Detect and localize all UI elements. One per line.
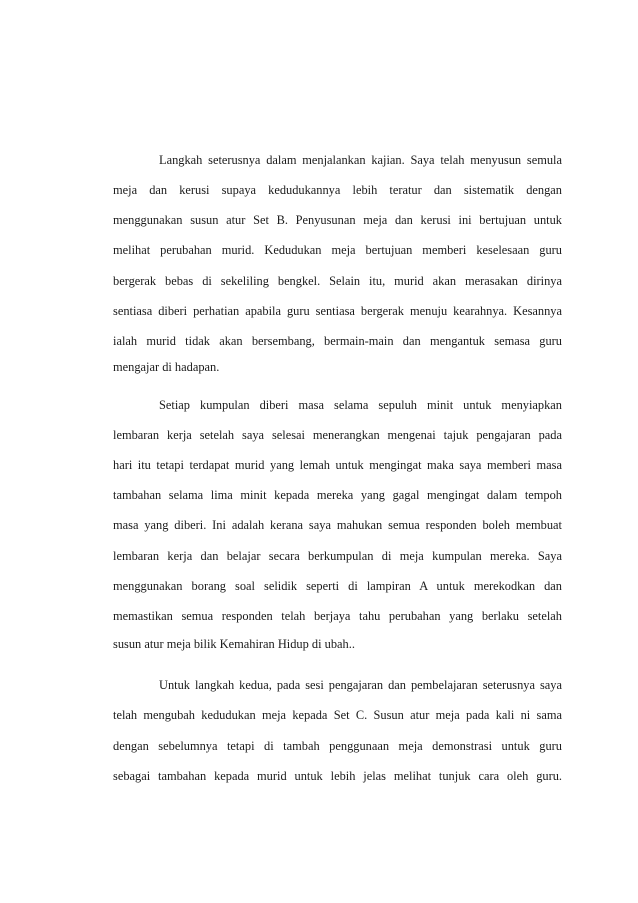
paragraph-line: tambahan selama lima minit kepada mereka yang gagal mengingat dalam tempoh [113, 488, 562, 502]
paragraph-line: dengan sebelumnya tetapi di tambah penggunaan meja demonstrasi untuk guru [113, 739, 562, 753]
paragraph-line: susun atur meja bilik Kemahiran Hidup di ubah.. [113, 637, 355, 651]
paragraph-line: meja dan kerusi supaya kedudukannya lebih teratur dan sistematik dengan [113, 183, 562, 197]
paragraph-line: hari itu tetapi terdapat murid yang lemah untuk mengingat maka saya memberi masa [113, 458, 562, 472]
paragraph-line: masa yang diberi. Ini adalah kerana saya mahukan semua responden boleh membuat [113, 518, 562, 532]
paragraph-line: bergerak bebas di sekeliling bengkel. Selain itu, murid akan merasakan dirinya [113, 274, 562, 288]
paragraph-line: telah mengubah kedudukan meja kepada Set C. Susun atur meja pada kali ni sama [113, 708, 562, 722]
paragraph-line: ialah murid tidak akan bersembang, bermain-main dan mengantuk semasa guru [113, 334, 562, 348]
paragraph-line: menggunakan susun atur Set B. Penyusunan meja dan kerusi ini bertujuan untuk [113, 213, 562, 227]
paragraph-line: Untuk langkah kedua, pada sesi pengajaran dan pembelajaran seterusnya saya [159, 678, 562, 692]
paragraph-line: menggunakan borang soal selidik seperti di lampiran A untuk merekodkan dan [113, 579, 562, 593]
paragraph-line: lembaran kerja dan belajar secara berkumpulan di meja kumpulan mereka. Saya [113, 549, 562, 563]
paragraph-line: memastikan semua responden telah berjaya tahu perubahan yang berlaku setelah [113, 609, 562, 623]
paragraph-line: sebagai tambahan kepada murid untuk lebih jelas melihat tunjuk cara oleh guru. [113, 769, 562, 783]
paragraph-line: melihat perubahan murid. Kedudukan meja bertujuan memberi keselesaan guru [113, 243, 562, 257]
paragraph-line: Langkah seterusnya dalam menjalankan kajian. Saya telah menyusun semula [159, 153, 562, 167]
paragraph-line: Setiap kumpulan diberi masa selama sepuluh minit untuk menyiapkan [159, 398, 562, 412]
paragraph-line: lembaran kerja setelah saya selesai menerangkan mengenai tajuk pengajaran pada [113, 428, 562, 442]
paragraph-line: sentiasa diberi perhatian apabila guru sentiasa bergerak menuju kearahnya. Kesannya [113, 304, 562, 318]
paragraph-line: mengajar di hadapan. [113, 360, 220, 374]
